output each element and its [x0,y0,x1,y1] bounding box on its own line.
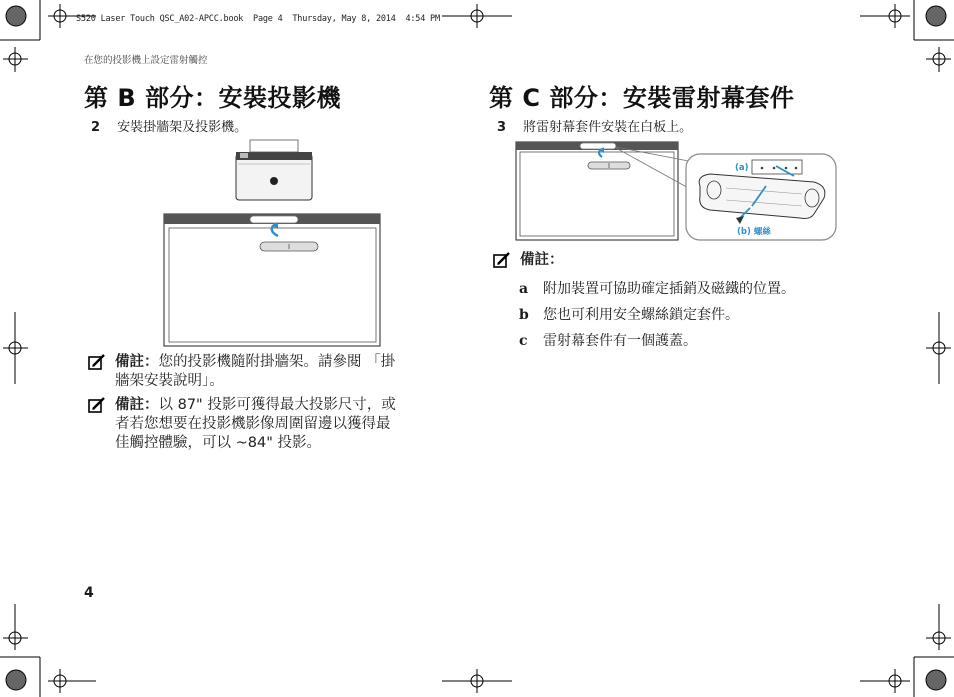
note-label: 備註： [520,252,564,268]
list-letter: a [519,281,529,297]
laser-curtain-illustration [514,138,844,244]
print-header: S520 Laser Touch QSC_A02-APCC.book Page 4 Thursday, May 8, 2014 4:54 PM [76,14,440,24]
callout-a-label: (a) [735,163,749,173]
note-line: 佳觸控體驗，可以 ~84" 投影。 [115,435,321,451]
note-line: 以 87" 投影可獲得最大投影尺寸，或 [158,397,396,413]
section-b-title: 第 B 部分：安裝投影機 [84,84,342,112]
page-number: 4 [84,585,94,601]
projector-illustration [160,136,384,348]
running-header: 在您的投影機上設定雷射觸控 [84,55,208,66]
step-text: 將雷射幕套件安裝在白板上。 [523,120,693,135]
note-3 [493,251,564,270]
list-text: 雷射幕套件有一個護蓋。 [543,333,697,349]
note-label: 備註： [115,397,159,413]
note-pencil-icon [88,397,106,413]
note-label: 備註： [115,354,159,370]
step-2 [91,116,247,135]
note-1-text [115,353,395,391]
note-2 [88,396,458,453]
step-text: 安裝掛牆架及投影機。 [117,120,248,135]
list-item [519,278,795,298]
list-letter: c [519,333,528,349]
list-text: 附加裝置可協助確定插銷及磁鐵的位置。 [543,281,795,297]
note-1 [88,353,458,391]
step-number: 3 [497,120,507,135]
note-line: 者若您想要在投影機影像周圍留邊以獲得最 [115,416,391,432]
callout-b-label: (b) 螺絲 [737,227,771,237]
note-line: 您的投影機隨附掛牆架。請參閱 「掛 [158,354,396,370]
step-number: 2 [91,120,101,135]
note-line: 牆架安裝說明」。 [115,373,224,389]
list-item [519,330,697,350]
list-text: 您也可利用安全螺絲鎖定套件。 [543,307,739,323]
list-item [519,304,739,324]
list-letter: b [519,307,529,323]
note-pencil-icon [88,354,106,370]
step-3 [497,116,692,135]
section-c-title: 第 C 部分：安裝雷射幕套件 [489,84,795,112]
note-2-text [115,396,396,453]
note-pencil-icon [493,252,511,268]
